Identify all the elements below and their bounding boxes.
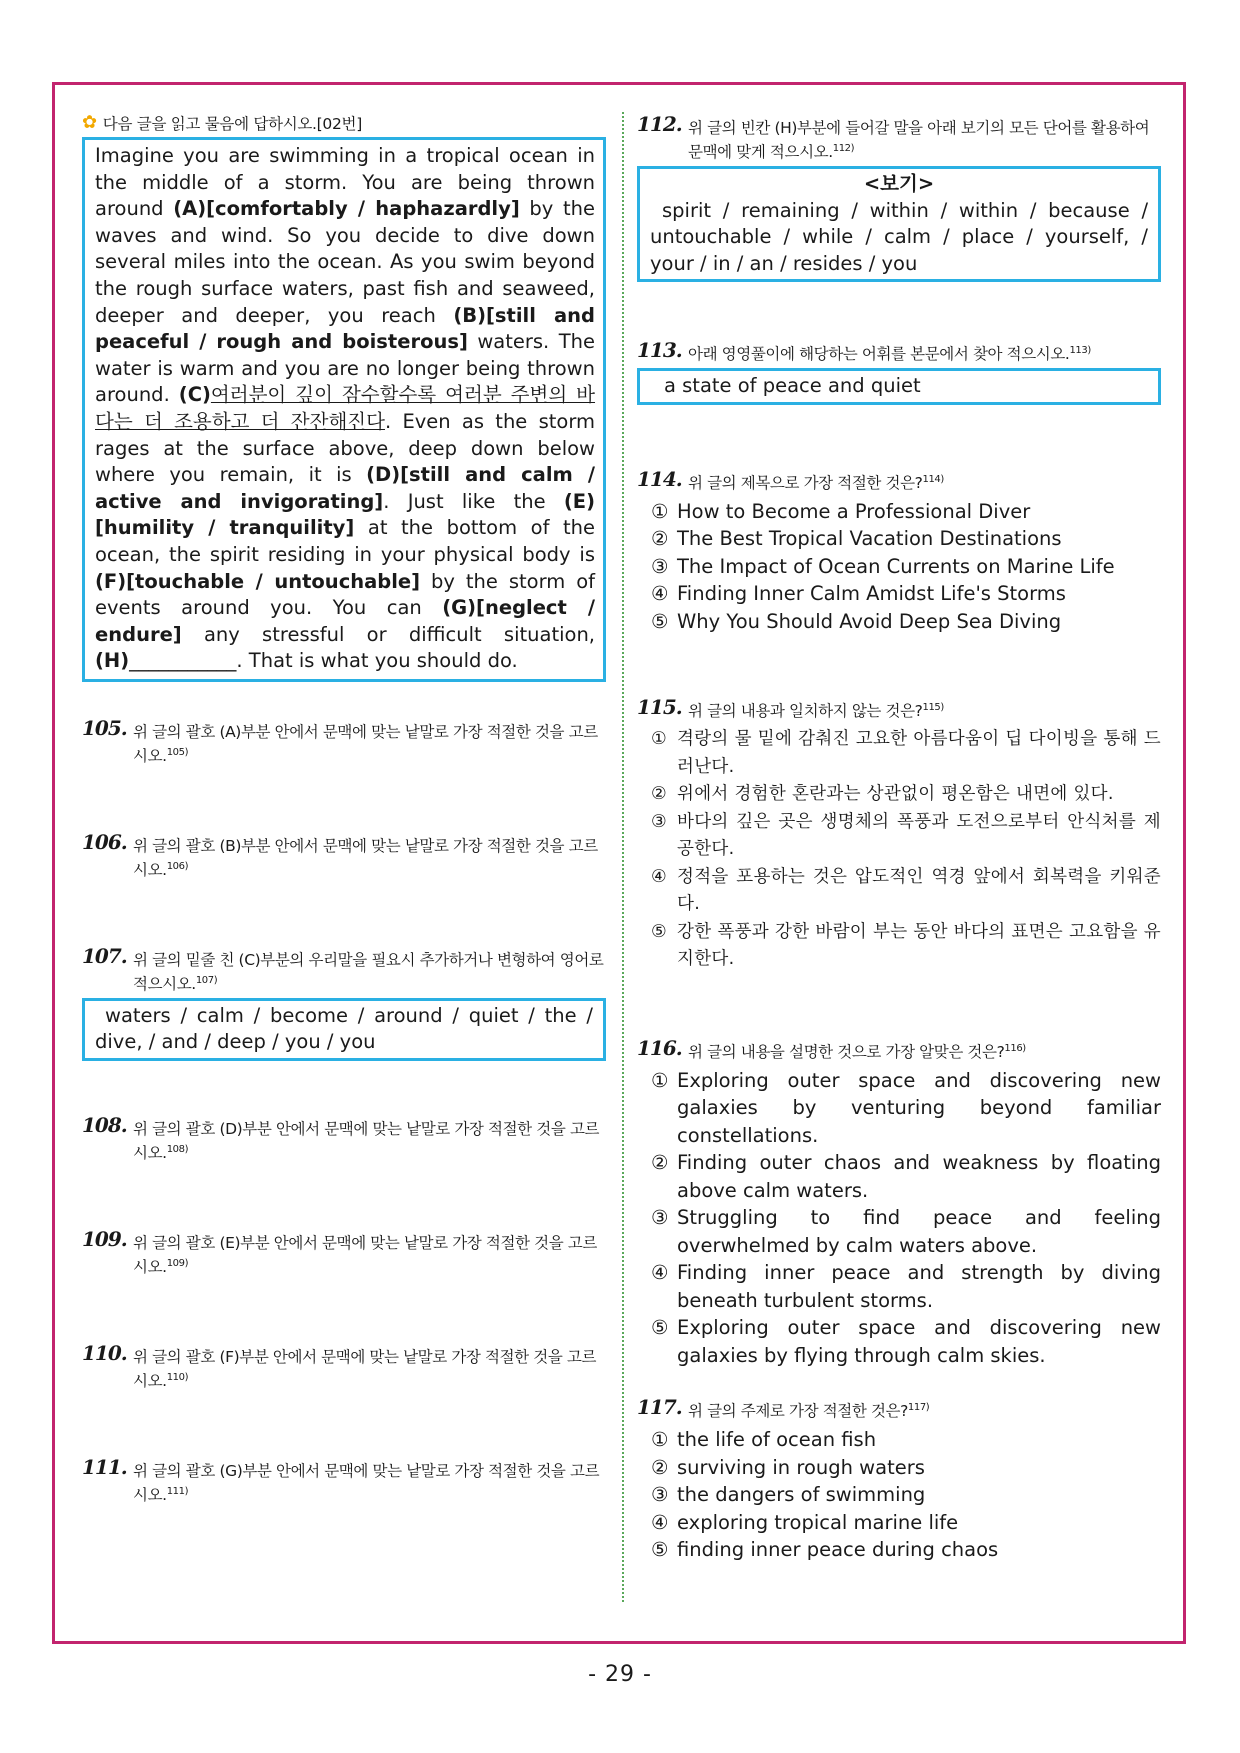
question-115 <box>637 695 1161 723</box>
word: within <box>869 198 929 222</box>
choice-a: (A)[comfortably / haphazardly] <box>173 197 520 221</box>
question-107 <box>82 943 606 996</box>
question-110 <box>82 1340 606 1393</box>
underlined-c: 여러분이 깊이 잠수할수록 여러분 주변의 바다는 더 조용하고 더 잔잔해진다 <box>95 383 596 433</box>
word: waters <box>105 1003 171 1027</box>
passage-text: . That is what you should do. <box>236 649 518 673</box>
option-text: The Best Tropical Vacation Destinations <box>677 527 1062 550</box>
column-divider <box>622 112 624 1602</box>
word: calm <box>196 1003 244 1027</box>
footnote-ref: 114) <box>922 473 944 485</box>
passage-text: waters. The water is warm and you are no longer being thrown around. <box>95 330 595 407</box>
word-sep: / <box>1026 225 1033 248</box>
right-column <box>637 110 1161 1564</box>
choice-e: (E)[humility / tranquility] <box>95 489 596 540</box>
options-116 <box>637 1067 1161 1370</box>
question-number: 106. <box>82 829 127 854</box>
footnote-ref: 108) <box>166 1143 189 1155</box>
option[interactable] <box>651 1509 1161 1537</box>
question-112 <box>637 112 1161 164</box>
word: the <box>544 1003 577 1027</box>
word: within <box>958 198 1019 222</box>
definition-box <box>637 368 1161 405</box>
word: remaining <box>741 198 840 222</box>
footnote-ref: 109) <box>166 1257 189 1269</box>
option-text: How to Become a Professional Diver <box>677 499 1031 523</box>
choice-f: (F)[touchable / untouchable] <box>95 569 421 593</box>
footnote-ref: 111) <box>166 1485 189 1497</box>
option-marker: ③ <box>651 554 669 578</box>
word: calm <box>883 225 932 248</box>
word: while <box>802 225 854 248</box>
choice-b: (B)[still and peaceful / rough and boisterous] <box>95 303 595 354</box>
option[interactable] <box>651 1149 1161 1204</box>
label-c: (C) <box>178 383 211 407</box>
word-sep: / <box>528 1003 535 1027</box>
word-box-107 <box>82 998 606 1061</box>
question-number: 115. <box>637 695 682 719</box>
question-number: 108. <box>82 1112 127 1137</box>
word: around <box>374 1003 443 1027</box>
label-h: (H) <box>95 649 130 673</box>
word-sep: / <box>452 1003 459 1027</box>
question-number: 109. <box>82 1226 127 1251</box>
question-number: 112. <box>637 112 682 136</box>
option-text: Why You Should Avoid Deep Sea Diving <box>677 609 1062 633</box>
option[interactable] <box>651 553 1161 581</box>
question-113 <box>637 338 1161 366</box>
option-marker: ⑤ <box>651 1538 669 1561</box>
option[interactable] <box>651 1314 1161 1369</box>
option[interactable] <box>651 608 1161 636</box>
option-text: the dangers of swimming <box>677 1483 926 1506</box>
option-marker: ② <box>651 1151 669 1174</box>
option[interactable] <box>651 580 1161 608</box>
option-marker: ⑤ <box>651 609 669 633</box>
option-text: Finding outer chaos and weakness by floating above calm waters. <box>677 1151 1161 1202</box>
question-116 <box>637 1035 1161 1064</box>
box-title: <보기> <box>863 172 935 195</box>
word-sep: / <box>940 198 948 222</box>
question-105 <box>82 715 606 768</box>
page-number: - 29 - <box>588 1662 652 1687</box>
question-number: 111. <box>82 1454 127 1479</box>
option[interactable] <box>651 809 1161 864</box>
question-text: 위 글의 밑줄 친 (C)부분의 우리말을 필요시 추가하거나 변형하여 영어로 적으시오. <box>133 950 604 993</box>
option-marker: ④ <box>651 866 667 887</box>
option-text: Finding Inner Calm Amidst Life's Storms <box>677 582 1066 605</box>
flower-icon: ✿ <box>82 112 97 133</box>
option-marker: ② <box>651 527 669 550</box>
option[interactable] <box>651 919 1161 974</box>
question-text: 위 글의 괄호 (F)부분 안에서 문맥에 맞는 낱말로 가장 적절한 것을 고르시오. <box>133 1347 597 1390</box>
question-number: 114. <box>637 466 682 491</box>
question-text: 위 글의 주제로 가장 적절한 것은? <box>688 1402 908 1420</box>
instruction <box>82 112 606 134</box>
option[interactable] <box>651 781 1161 809</box>
footnote-ref: 110) <box>166 1371 189 1383</box>
word-line <box>650 224 1148 251</box>
instruction-text: 다음 글을 읽고 물음에 답하시오.[02번] <box>102 115 362 133</box>
word-sep: / <box>783 225 791 248</box>
option[interactable] <box>651 1204 1161 1259</box>
options-115 <box>637 726 1161 974</box>
passage-text: by the waves and wind. So you decide to dive down several miles into the ocean. As you swim beyond the rough surface waters, past fish and seaweed, deeper and deeper, you reach <box>95 197 595 327</box>
question-number: 117. <box>637 1395 682 1419</box>
passage-text: at the bottom of the ocean, the spirit residing in your physical body is <box>95 516 595 566</box>
option[interactable] <box>651 864 1161 919</box>
option-text: The Impact of Ocean Currents on Marine Life <box>677 554 1115 578</box>
footnote-ref: 112) <box>832 142 855 154</box>
footnote-ref: 113) <box>1069 344 1091 356</box>
question-text: 위 글의 괄호 (D)부분 안에서 문맥에 맞는 낱말로 가장 적절한 것을 고르시오. <box>133 1119 600 1162</box>
word-sep: / <box>1029 198 1037 222</box>
option-text: Struggling to find peace and feeling overwhelmed by calm waters above. <box>677 1206 1161 1257</box>
question-number: 107. <box>82 943 127 968</box>
example-box-112 <box>637 166 1161 282</box>
passage-text: Imagine you are swimming in a tropical ocean in the middle of a storm. You are being thrown around <box>95 144 595 221</box>
option-marker: ④ <box>651 582 669 605</box>
word: place <box>961 225 1015 248</box>
question-109 <box>82 1226 606 1279</box>
option-text: exploring tropical marine life <box>677 1510 959 1534</box>
definition-text: a state of peace and quiet <box>664 374 921 397</box>
option-marker: ② <box>651 784 667 804</box>
left-column <box>82 110 606 1507</box>
option[interactable] <box>651 1481 1161 1509</box>
word-sep: / <box>1141 198 1149 222</box>
option[interactable] <box>651 1259 1161 1314</box>
option-marker: ① <box>651 1428 669 1451</box>
word: spirit <box>662 198 712 222</box>
option-marker: ① <box>651 729 667 749</box>
question-111 <box>82 1454 606 1507</box>
choice-g: (G)[neglect / endure] <box>95 596 595 646</box>
word-line <box>650 198 1148 225</box>
word-sep: / <box>943 225 950 248</box>
option-marker: ④ <box>651 1261 669 1284</box>
word-line: dive, / and / deep / you / you <box>95 1030 376 1054</box>
option-marker: ① <box>651 499 669 523</box>
option-text: 위에서 경험한 혼란과는 상관없이 평온함은 내면에 있다. <box>677 784 1114 804</box>
question-number: 110. <box>82 1340 127 1365</box>
options-114 <box>637 498 1161 636</box>
passage-box <box>82 137 606 682</box>
word-sep: / <box>180 1003 188 1027</box>
question-text: 위 글의 내용을 설명한 것으로 가장 알맞은 것은? <box>688 1042 1005 1061</box>
footnote-ref: 106) <box>166 860 189 872</box>
option-text: finding inner peace during chaos <box>677 1538 999 1561</box>
question-text: 아래 영영풀이에 해당하는 어휘를 본문에서 찾아 적으시오. <box>688 345 1070 363</box>
option-text: Finding inner peace and strength by diving beneath turbulent storms. <box>677 1261 1161 1312</box>
footnote-ref: 105) <box>166 746 189 758</box>
question-number: 113. <box>637 338 682 362</box>
word: yourself, <box>1044 225 1130 248</box>
question-text: 위 글의 괄호 (A)부분 안에서 문맥에 맞는 낱말로 가장 적절한 것을 고르시오. <box>133 722 598 765</box>
question-number: 105. <box>82 715 127 740</box>
option-marker: ④ <box>651 1510 669 1534</box>
choice-d: (D)[still and calm / active and invigorating] <box>95 463 595 513</box>
word: quiet <box>468 1003 519 1027</box>
option-marker: ③ <box>651 1483 669 1506</box>
option[interactable] <box>651 525 1161 553</box>
word-sep: / <box>586 1003 593 1027</box>
word-sep: / <box>865 225 872 248</box>
option-text: 격랑의 물 밑에 감춰진 고요한 아름다움이 딥 다이빙을 통해 드러난다. <box>677 729 1161 777</box>
option-text: 강한 폭풍과 강한 바람이 부는 동안 바다의 표면은 고요함을 유지한다. <box>677 921 1161 969</box>
question-text: 위 글의 괄호 (G)부분 안에서 문맥에 맞는 낱말로 가장 적절한 것을 고르시오. <box>133 1461 600 1504</box>
footnote-ref: 117) <box>907 1401 930 1413</box>
footnote-ref: 116) <box>1004 1042 1026 1054</box>
word-sep: / <box>851 198 858 222</box>
options-117 <box>637 1426 1161 1564</box>
option[interactable] <box>651 1067 1161 1150</box>
word: because <box>1048 198 1130 222</box>
footnote-ref: 115) <box>922 701 944 713</box>
question-text: 위 글의 제목으로 가장 적절한 것은? <box>688 473 923 492</box>
word: become <box>269 1003 348 1027</box>
option-text: 바다의 깊은 곳은 생명체의 폭풍과 도전으로부터 안식처를 제공한다. <box>677 811 1161 859</box>
word-sep: / <box>1141 225 1148 248</box>
question-108 <box>82 1112 606 1165</box>
option-marker: ② <box>651 1455 669 1479</box>
option[interactable] <box>651 1536 1161 1564</box>
question-text: 위 글의 빈칸 (H)부분에 들어갈 말을 아래 보기의 모든 단어를 활용하여 문맥에 맞게 적으시오. <box>688 119 1150 161</box>
word-sep: / <box>357 1003 365 1027</box>
question-number: 116. <box>637 1035 682 1060</box>
option-marker: ③ <box>651 1206 669 1229</box>
footnote-ref: 107) <box>195 974 218 986</box>
option[interactable] <box>651 726 1161 781</box>
option[interactable] <box>651 498 1161 526</box>
option-text: Exploring outer space and discovering new galaxies by venturing beyond familiar constellations. <box>677 1068 1161 1147</box>
question-106 <box>82 829 606 882</box>
question-117 <box>637 1395 1161 1423</box>
option-text: the life of ocean fish <box>677 1428 877 1451</box>
word-sep: / <box>253 1003 261 1027</box>
word-sep: / <box>722 198 730 222</box>
question-text: 위 글의 내용과 일치하지 않는 것은? <box>688 702 923 720</box>
blank-h: ___________ <box>129 649 237 673</box>
passage-text: . Even as the storm rages at the surface above, deep down below where you remain, it is <box>95 409 595 487</box>
option[interactable] <box>651 1454 1161 1482</box>
option-marker: ⑤ <box>651 921 667 942</box>
passage-text: . Just like the <box>383 489 564 513</box>
option-text: 정적을 포용하는 것은 압도적인 역경 앞에서 회복력을 키워준다. <box>677 866 1161 914</box>
question-text: 위 글의 괄호 (B)부분 안에서 문맥에 맞는 낱말로 가장 적절한 것을 고르시오. <box>133 836 598 879</box>
option[interactable] <box>651 1426 1161 1454</box>
option-marker: ③ <box>651 811 667 832</box>
option-text: Exploring outer space and discovering new galaxies by flying through calm skies. <box>677 1316 1161 1367</box>
option-text: surviving in rough waters <box>677 1455 925 1479</box>
word: untouchable <box>650 225 772 248</box>
word-line: your / in / an / resides / you <box>650 251 918 275</box>
option-marker: ⑤ <box>651 1316 669 1339</box>
question-114 <box>637 466 1161 495</box>
question-text: 위 글의 괄호 (E)부분 안에서 문맥에 맞는 낱말로 가장 적절한 것을 고르시오. <box>133 1233 597 1276</box>
option-marker: ① <box>651 1068 669 1092</box>
word-line <box>95 1003 593 1030</box>
passage-text: any stressful or difficult situation, <box>181 622 595 646</box>
passage-text: by the storm of events around you. You can <box>95 569 595 620</box>
